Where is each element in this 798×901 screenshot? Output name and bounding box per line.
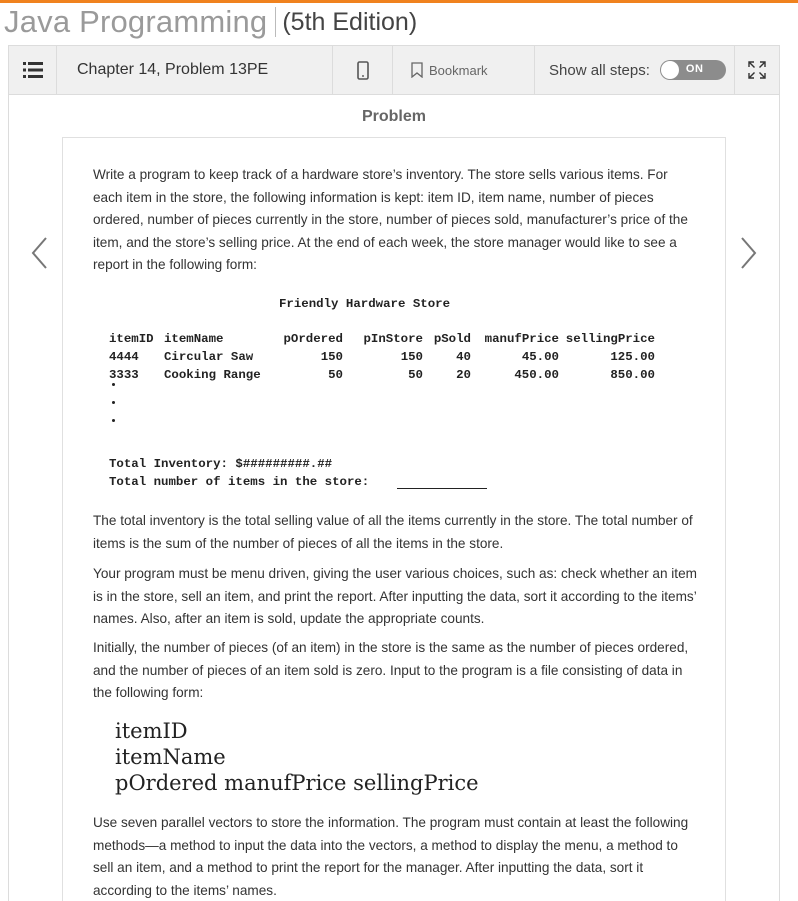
cell-p-ordered: 150 xyxy=(320,350,343,364)
input-format-line: pOrdered manufPrice sellingPrice xyxy=(115,771,479,795)
book-title: Java Programming xyxy=(4,4,268,39)
cell-p-in-store: 50 xyxy=(408,368,423,382)
input-format-line: itemName xyxy=(115,745,226,769)
report-header-row xyxy=(109,332,669,350)
expand-icon xyxy=(747,60,767,80)
cell-p-ordered: 50 xyxy=(328,368,343,382)
problem-heading: Problem xyxy=(361,108,426,125)
paragraph-initial: Initially, the number of pieces (of an item) in the store is the same as the number of pieces ordered, and the number of pieces of an item sold is zero. Input to the program is a file consisting of data in the following form: xyxy=(93,640,689,701)
cell-item-id: 3333 xyxy=(109,368,139,382)
show-steps-toggle[interactable] xyxy=(660,60,726,80)
input-format-block xyxy=(115,718,479,796)
cell-item-name: Cooking Range xyxy=(164,368,261,382)
title-divider xyxy=(275,7,276,37)
col-header: itemName xyxy=(164,332,224,346)
col-header: manufPrice xyxy=(484,332,559,346)
fullscreen-button[interactable] xyxy=(735,46,779,94)
dot xyxy=(112,419,115,422)
bookmark-label: Bookmark xyxy=(429,62,488,78)
chevron-right-icon xyxy=(736,236,760,270)
report-title: Friendly Hardware Store xyxy=(279,297,451,311)
paragraph-vectors: Use seven parallel vectors to store the information. The program must contain at least the following methods—a method to input the data into the vectors, a method to display the menu, a method to sell an item, and a method to print the report for the manager. After inputting the data, sort it according to the items’ names. xyxy=(93,815,689,898)
cell-item-name: Circular Saw xyxy=(164,350,254,364)
bookmark-button[interactable] xyxy=(393,46,535,94)
col-header: pInStore xyxy=(363,332,423,346)
problem-statement xyxy=(62,137,726,901)
cell-p-sold: 40 xyxy=(456,350,471,364)
col-header: pOrdered xyxy=(283,332,343,346)
chapter-problem-label: Chapter 14, Problem 13PE xyxy=(57,46,333,94)
show-steps-label: Show all steps: xyxy=(549,61,650,79)
paragraph-total: The total inventory is the total selling value of all the items currently in the store. The total number of items is the sum of the number of pieces of all the items in the store. xyxy=(93,513,693,551)
total-items-line: Total number of items in the store: xyxy=(109,475,370,489)
phone-icon xyxy=(357,61,369,80)
report-row xyxy=(109,350,669,368)
cell-selling-price: 850.00 xyxy=(610,368,655,382)
bookmark-icon xyxy=(411,62,423,78)
col-header: pSold xyxy=(433,332,471,346)
solution-toolbar xyxy=(8,45,780,95)
blank-underline xyxy=(397,488,487,489)
toggle-state: ON xyxy=(685,63,704,75)
cell-p-sold: 20 xyxy=(456,368,471,382)
book-title-bar xyxy=(4,3,417,41)
cell-selling-price: 125.00 xyxy=(610,350,655,364)
cell-item-id: 4444 xyxy=(109,350,139,364)
total-inventory-line: Total Inventory: $#########.## xyxy=(109,457,333,471)
col-header: itemID xyxy=(109,332,154,346)
next-problem-button[interactable] xyxy=(736,236,760,270)
mobile-view-button[interactable] xyxy=(333,46,393,94)
previous-problem-button[interactable] xyxy=(28,236,52,270)
col-header: sellingPrice xyxy=(565,332,655,346)
cell-manuf-price: 45.00 xyxy=(521,350,559,364)
report-row xyxy=(109,368,669,386)
input-format-line: itemID xyxy=(115,719,188,743)
paragraph-menu: Your program must be menu driven, giving the user various choices, such as: check whether an item is in the store, sell an item, and print the report. After inputting the data, sort it according to the items’ names. Also, after an item is sold, update the appropriate counts. xyxy=(93,566,697,627)
chevron-left-icon xyxy=(28,236,52,270)
show-steps-control xyxy=(535,46,735,94)
dot xyxy=(112,401,115,404)
list-icon xyxy=(23,62,43,78)
cell-p-in-store: 150 xyxy=(400,350,423,364)
chapter-menu-button[interactable] xyxy=(9,46,57,94)
book-edition: (5th Edition) xyxy=(282,7,418,36)
dot xyxy=(112,383,115,386)
problem-intro: Write a program to keep track of a hardware store’s inventory. The store sells various items. For each item in the store, the following information is kept: item ID, item name, number of pieces ordered, number of pieces currently in the store, number of pieces sold, manufacturer’s price of the item, and the store’s selling price. At the end of each week, the store manager would like to see a report in the following form: xyxy=(93,167,688,273)
toggle-knob xyxy=(661,61,679,79)
cell-manuf-price: 450.00 xyxy=(514,368,559,382)
